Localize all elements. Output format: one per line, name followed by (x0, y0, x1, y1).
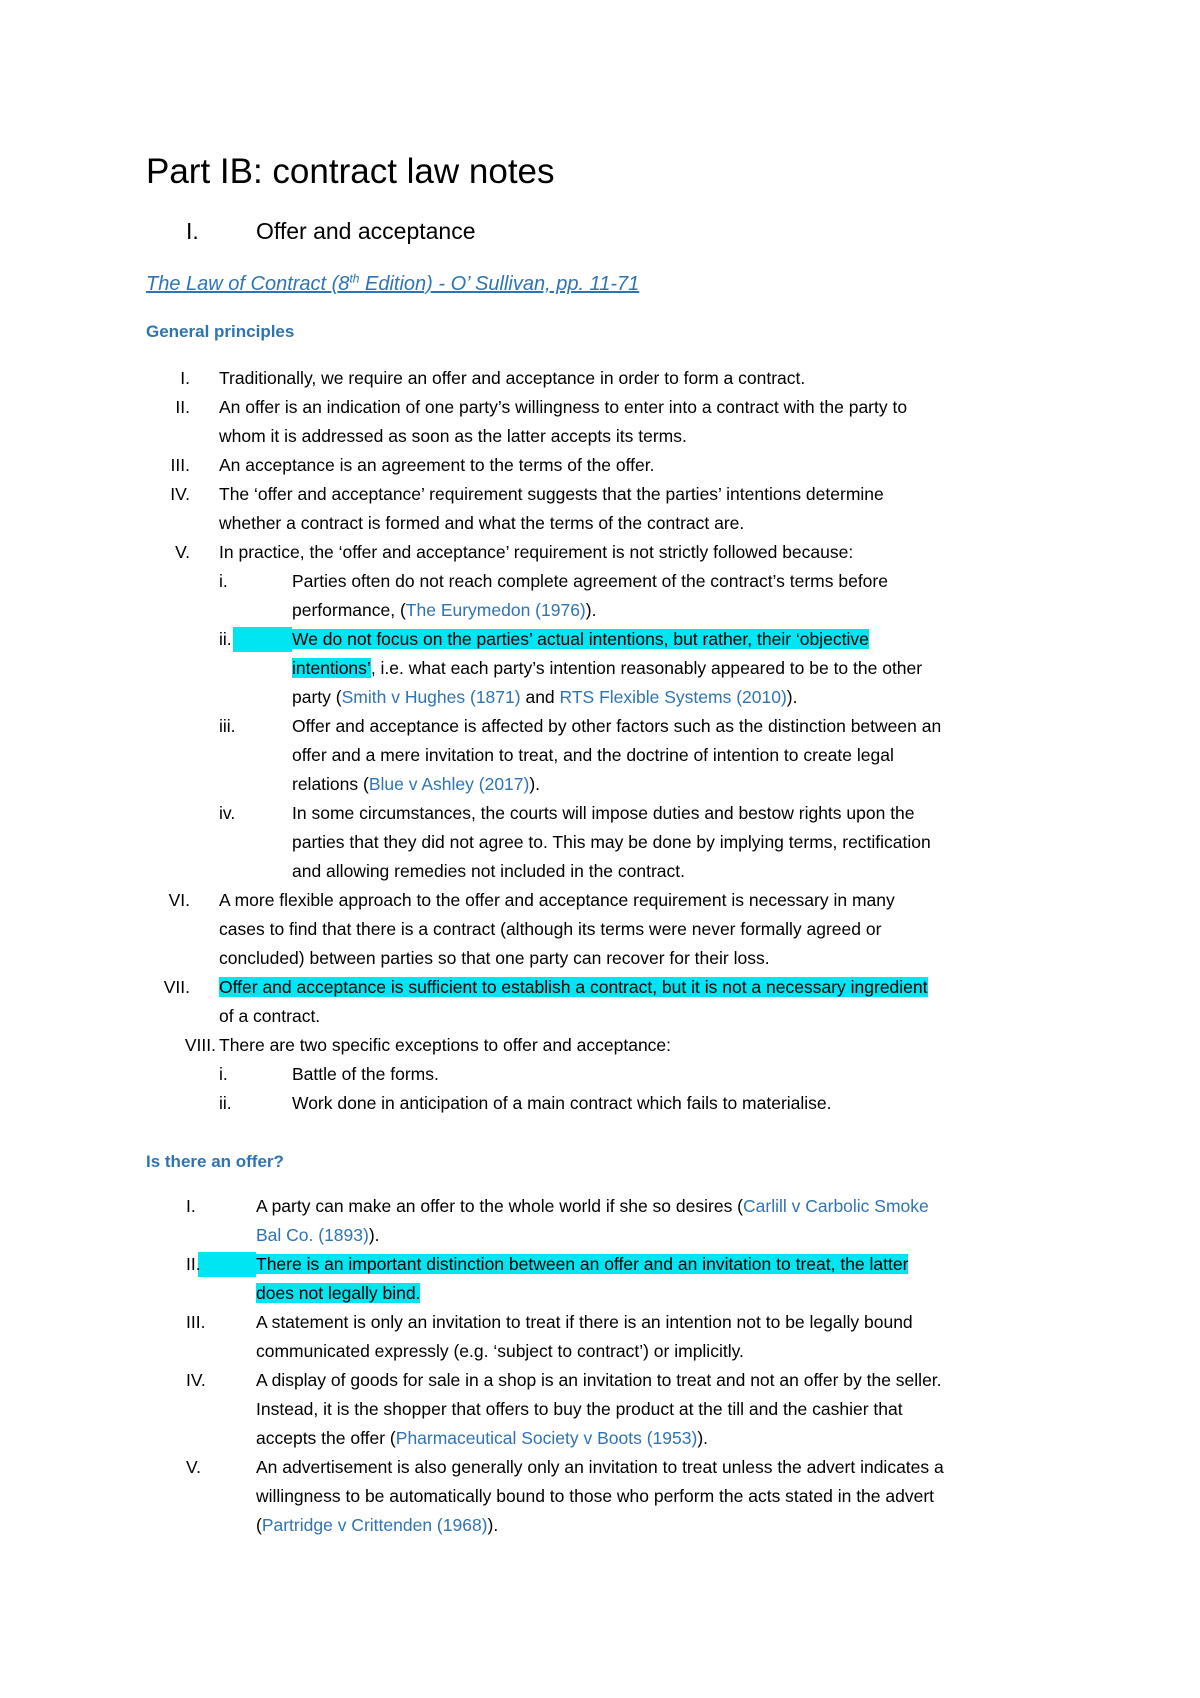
sublist-item-continued: performance, (The Eurymedon (1976)). (292, 600, 597, 620)
list-item: An offer is an indication of one party’s willingness to enter into a contract with the party to (219, 397, 908, 417)
sublist-number: iii. (219, 716, 236, 736)
list-number: I. (186, 1196, 196, 1216)
list-item: Traditionally, we require an offer and acceptance in order to form a contract. (219, 368, 806, 388)
reference-superscript: th (349, 271, 360, 286)
list-item-continued: cases to find that there is a contract (although its terms were never formally agreed or (219, 919, 882, 939)
list-item: There are two specific exceptions to offer and acceptance: (219, 1035, 672, 1055)
case-link[interactable]: Blue v Ashley (2017) (368, 774, 530, 794)
sublist-number: i. (219, 571, 228, 591)
sublist-item: Work done in anticipation of a main contract which fails to materialise. (292, 1093, 832, 1113)
list-item: In practice, the ‘offer and acceptance’ requirement is not strictly followed because: (219, 542, 854, 562)
sublist-item-continued: offer and a mere invitation to treat, and the doctrine of intention to create legal (292, 745, 894, 765)
sublist-number: ii. (219, 1093, 232, 1113)
list-item-continued: communicated expressly (e.g. ‘subject to contract’) or implicitly. (256, 1341, 744, 1361)
list-item-continued: willingness to be automatically bound to those who perform the acts stated in the advert (256, 1486, 935, 1506)
list-number: II. (175, 397, 190, 417)
list-number: VIII. (184, 1035, 216, 1055)
list-number: V. (186, 1457, 201, 1477)
list-item (256, 1250, 908, 1279)
highlight-mark (233, 627, 292, 652)
sublist-number: i. (219, 1064, 228, 1084)
sublist-number: ii. (219, 629, 232, 649)
sublist-number: iv. (219, 803, 236, 823)
case-link[interactable]: Bal Co. (1893) (256, 1225, 369, 1245)
sublist-item-continued: relations (Blue v Ashley (2017)). (292, 774, 541, 794)
list-item (219, 973, 928, 1002)
sublist-item-continued: intentions’, i.e. what each party’s intention reasonably appeared to be to the other (292, 658, 923, 678)
list-item-continued: (Partridge v Crittenden (1968)). (256, 1515, 499, 1535)
highlighted-text: Offer and acceptance is sufficient to establish a contract, but it is not a necessary ingredient (219, 977, 928, 997)
highlight-mark (198, 1252, 256, 1277)
list-number: VI. (168, 890, 190, 910)
sublist-item: Parties often do not reach complete agreement of the contract’s terms before (292, 571, 888, 591)
list-number: III. (186, 1312, 206, 1332)
list-item-continued: of a contract. (219, 1006, 321, 1026)
case-link[interactable]: Carlill v Carbolic Smoke (743, 1196, 929, 1216)
sublist-item: Battle of the forms. (292, 1064, 439, 1084)
sublist-item-continued: party (Smith v Hughes (1871) and RTS Flexible Systems (2010)). (292, 687, 798, 707)
list-item-continued: Instead, it is the shopper that offers to buy the product at the till and the cashier that (256, 1399, 903, 1419)
list-item: An advertisement is also generally only an invitation to treat unless the advert indicates a (256, 1457, 944, 1477)
case-link[interactable]: RTS Flexible Systems (2010) (559, 687, 787, 707)
list-number: II. (186, 1254, 201, 1274)
sublist-item-continued: and allowing remedies not included in the contract. (292, 861, 686, 881)
list-number: V. (175, 542, 190, 562)
list-item: A more flexible approach to the offer and acceptance requirement is necessary in many (219, 890, 895, 910)
list-item: A party can make an offer to the whole world if she so desires (Carlill v Carbolic Smoke (256, 1196, 929, 1216)
list-item: A statement is only an invitation to treat if there is an intention not to be legally bound (256, 1312, 913, 1332)
case-link[interactable]: The Eurymedon (1976) (405, 600, 586, 620)
list-number: IV. (186, 1370, 206, 1390)
list-number: III. (170, 455, 190, 475)
list-item: A display of goods for sale in a shop is an invitation to treat and not an offer by the seller. (256, 1370, 942, 1390)
reference-link[interactable]: The Law of Contract (8th Edition) - O’ Sullivan, pp. 11-71 (146, 271, 640, 295)
heading-is-there-an-offer: Is there an offer? (146, 1152, 284, 1171)
highlighted-text: does not legally bind. (256, 1283, 421, 1303)
highlighted-text: We do not focus on the parties’ actual intentions, but rather, their ‘objective (292, 629, 869, 649)
case-link[interactable]: Smith v Hughes (1871) (341, 687, 521, 707)
list-item-continued: whether a contract is formed and what the terms of the contract are. (219, 513, 745, 533)
case-link[interactable]: Partridge v Crittenden (1968) (261, 1515, 488, 1535)
list-item-continued: concluded) between parties so that one party can recover for their loss. (219, 948, 770, 968)
section-title: Offer and acceptance (256, 218, 476, 244)
section-number: I. (186, 218, 199, 244)
list-item: The ‘offer and acceptance’ requirement suggests that the parties’ intentions determine (219, 484, 884, 504)
list-number: IV. (170, 484, 190, 504)
sublist-item (292, 625, 869, 654)
list-item: An acceptance is an agreement to the terms of the offer. (219, 455, 655, 475)
sublist-item: Offer and acceptance is affected by other factors such as the distinction between an (292, 716, 942, 736)
page-title: Part IB: contract law notes (146, 152, 555, 191)
list-item-continued: Bal Co. (1893)). (256, 1225, 380, 1245)
list-number: VII. (163, 977, 190, 997)
list-item-continued: accepts the offer (Pharmaceutical Society v Boots (1953)). (256, 1428, 709, 1448)
list-number: I. (180, 368, 190, 388)
list-item-continued: whom it is addressed as soon as the latter accepts its terms. (219, 426, 687, 446)
highlighted-text: There is an important distinction between an offer and an invitation to treat, the latter (256, 1254, 909, 1274)
sublist-item-continued: parties that they did not agree to. This may be done by implying terms, rectification (292, 832, 931, 852)
list-item-continued (256, 1279, 420, 1308)
sublist-item: In some circumstances, the courts will impose duties and bestow rights upon the (292, 803, 915, 823)
case-link[interactable]: Pharmaceutical Society v Boots (1953) (395, 1428, 698, 1448)
highlighted-text: intentions’ (292, 658, 371, 678)
heading-general-principles: General principles (146, 322, 295, 341)
